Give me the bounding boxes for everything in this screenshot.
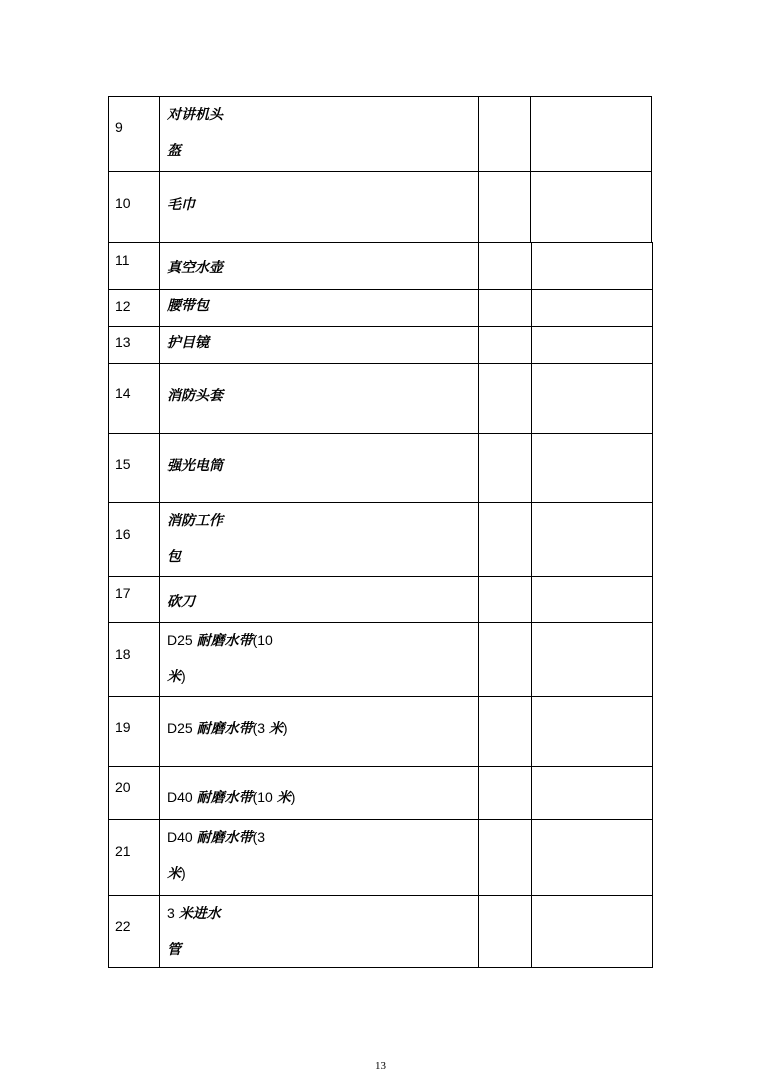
item-name-cell bbox=[160, 172, 479, 243]
item-name-line bbox=[167, 547, 478, 565]
item-name-text: 米 bbox=[167, 668, 181, 684]
item-name-cell bbox=[160, 767, 479, 820]
remark-cell bbox=[532, 503, 653, 577]
remark-cell bbox=[532, 767, 653, 820]
item-name-line bbox=[167, 904, 478, 922]
item-name-text: (3 bbox=[252, 720, 269, 736]
item-number-cell bbox=[109, 172, 160, 243]
table-row bbox=[109, 172, 652, 243]
item-name-line bbox=[167, 296, 478, 314]
table-row bbox=[109, 820, 653, 896]
table-row bbox=[109, 896, 653, 968]
table-row bbox=[109, 434, 653, 503]
item-name-text: 强光电筒 bbox=[167, 457, 223, 473]
item-name-text: 耐磨水带 bbox=[196, 789, 253, 805]
item-name-text: 3 bbox=[167, 905, 179, 921]
item-number: 19 bbox=[115, 719, 131, 735]
item-number: 17 bbox=[115, 585, 131, 601]
remark-cell bbox=[531, 172, 652, 243]
quantity-cell bbox=[479, 896, 532, 968]
quantity-cell bbox=[479, 697, 532, 767]
item-name-text: ) bbox=[290, 789, 296, 805]
item-name-line bbox=[167, 456, 478, 474]
quantity-cell bbox=[479, 623, 532, 697]
item-number-cell bbox=[109, 97, 160, 172]
quantity-cell bbox=[479, 97, 531, 172]
item-name-cell bbox=[160, 697, 479, 767]
item-name-text: 米进水 bbox=[178, 905, 221, 921]
item-name-cell bbox=[160, 623, 479, 697]
item-name-text: 对讲机头 bbox=[167, 106, 223, 122]
remark-cell bbox=[532, 820, 653, 896]
table-row bbox=[109, 243, 653, 290]
item-name-line bbox=[167, 592, 478, 610]
item-name-line bbox=[167, 195, 478, 213]
item-number-cell bbox=[109, 243, 160, 290]
quantity-cell bbox=[479, 434, 532, 503]
quantity-cell bbox=[479, 243, 532, 290]
table-row bbox=[109, 290, 653, 327]
equipment-table-bottom bbox=[108, 242, 653, 968]
remark-cell bbox=[532, 623, 653, 697]
remark-cell bbox=[532, 577, 653, 623]
item-name-text: D25 bbox=[167, 720, 197, 736]
quantity-cell bbox=[479, 767, 532, 820]
item-name-line bbox=[167, 333, 478, 351]
item-name-cell bbox=[160, 434, 479, 503]
remark-cell bbox=[531, 97, 652, 172]
item-name-text: 腰带包 bbox=[167, 297, 209, 313]
item-name-text: D25 bbox=[167, 632, 197, 648]
item-name-text: (10 bbox=[252, 789, 277, 805]
item-name-text: 米 bbox=[268, 720, 283, 736]
item-name-cell bbox=[160, 243, 479, 290]
item-name-text: 管 bbox=[167, 941, 181, 957]
item-number: 12 bbox=[115, 298, 131, 314]
item-number-cell bbox=[109, 364, 160, 434]
item-number: 15 bbox=[115, 456, 131, 472]
item-name-cell bbox=[160, 97, 479, 172]
item-number: 18 bbox=[115, 646, 131, 662]
remark-cell bbox=[532, 896, 653, 968]
item-name-text: 米 bbox=[276, 789, 291, 805]
quantity-cell bbox=[479, 503, 532, 577]
item-name-cell bbox=[160, 327, 479, 364]
table-row bbox=[109, 697, 653, 767]
item-number-cell bbox=[109, 697, 160, 767]
item-name-cell bbox=[160, 896, 479, 968]
item-name-line bbox=[167, 511, 478, 529]
item-name-text: ) bbox=[181, 865, 186, 881]
item-name-line bbox=[167, 788, 478, 806]
item-name-cell bbox=[160, 820, 479, 896]
item-number: 16 bbox=[115, 526, 131, 542]
item-name-cell bbox=[160, 577, 479, 623]
remark-cell bbox=[532, 697, 653, 767]
item-name-line bbox=[167, 719, 478, 737]
table-row bbox=[109, 364, 653, 434]
item-name-cell bbox=[160, 364, 479, 434]
item-name-cell bbox=[160, 290, 479, 327]
item-name-text: 盔 bbox=[167, 142, 181, 158]
quantity-cell bbox=[479, 327, 532, 364]
item-name-text: 消防工作 bbox=[167, 512, 223, 528]
item-name-text: 米 bbox=[167, 865, 181, 881]
item-name-line bbox=[167, 940, 478, 958]
item-number-cell bbox=[109, 434, 160, 503]
item-name-text: 真空水壶 bbox=[167, 259, 223, 275]
item-number: 10 bbox=[115, 195, 131, 211]
item-name-line bbox=[167, 141, 478, 159]
item-number-cell bbox=[109, 577, 160, 623]
item-number: 9 bbox=[115, 119, 123, 135]
item-name-line bbox=[167, 631, 478, 649]
remark-cell bbox=[532, 434, 653, 503]
table-row bbox=[109, 767, 653, 820]
item-name-text: 毛巾 bbox=[167, 196, 195, 212]
item-number: 22 bbox=[115, 918, 131, 934]
remark-cell bbox=[532, 290, 653, 327]
item-name-text: 耐磨水带 bbox=[196, 829, 253, 845]
item-name-text: 消防头套 bbox=[167, 387, 223, 403]
table-row bbox=[109, 503, 653, 577]
item-name-text: (10 bbox=[252, 632, 273, 648]
remark-cell bbox=[532, 243, 653, 290]
item-name-line bbox=[167, 258, 478, 276]
table-row bbox=[109, 577, 653, 623]
quantity-cell bbox=[479, 364, 532, 434]
quantity-cell bbox=[479, 820, 532, 896]
table-row bbox=[109, 97, 652, 172]
item-name-text: D40 bbox=[167, 829, 197, 845]
table-row bbox=[109, 327, 653, 364]
item-name-text: ) bbox=[181, 668, 186, 684]
item-name-text: 耐磨水带 bbox=[196, 632, 253, 648]
item-number-cell bbox=[109, 623, 160, 697]
item-name-text: 护目镜 bbox=[167, 334, 209, 350]
quantity-cell bbox=[479, 172, 531, 243]
item-number: 21 bbox=[115, 843, 131, 859]
item-number: 11 bbox=[115, 252, 130, 268]
item-number: 13 bbox=[115, 334, 131, 350]
item-number-cell bbox=[109, 767, 160, 820]
item-number-cell bbox=[109, 820, 160, 896]
item-number-cell bbox=[109, 503, 160, 577]
equipment-table-top bbox=[108, 96, 652, 243]
item-name-text: (3 bbox=[252, 829, 266, 845]
item-name-line bbox=[167, 667, 478, 685]
remark-cell bbox=[532, 364, 653, 434]
item-name-text: 耐磨水带 bbox=[196, 720, 253, 736]
item-name-text: 包 bbox=[167, 548, 181, 564]
item-number-cell bbox=[109, 896, 160, 968]
quantity-cell bbox=[479, 290, 532, 327]
item-name-text: ) bbox=[282, 720, 288, 736]
quantity-cell bbox=[479, 577, 532, 623]
item-name-line bbox=[167, 864, 478, 882]
item-name-line bbox=[167, 386, 478, 404]
item-name-text: 砍刀 bbox=[167, 593, 195, 609]
item-name-cell bbox=[160, 503, 479, 577]
item-name-line bbox=[167, 828, 478, 846]
table-row bbox=[109, 623, 653, 697]
remark-cell bbox=[532, 327, 653, 364]
item-number-cell bbox=[109, 327, 160, 364]
item-name-line bbox=[167, 105, 478, 123]
item-number: 20 bbox=[115, 779, 131, 795]
item-name-text: D40 bbox=[167, 789, 197, 805]
item-number-cell bbox=[109, 290, 160, 327]
page-number: 13 bbox=[375, 1060, 386, 1072]
item-number: 14 bbox=[115, 385, 131, 401]
